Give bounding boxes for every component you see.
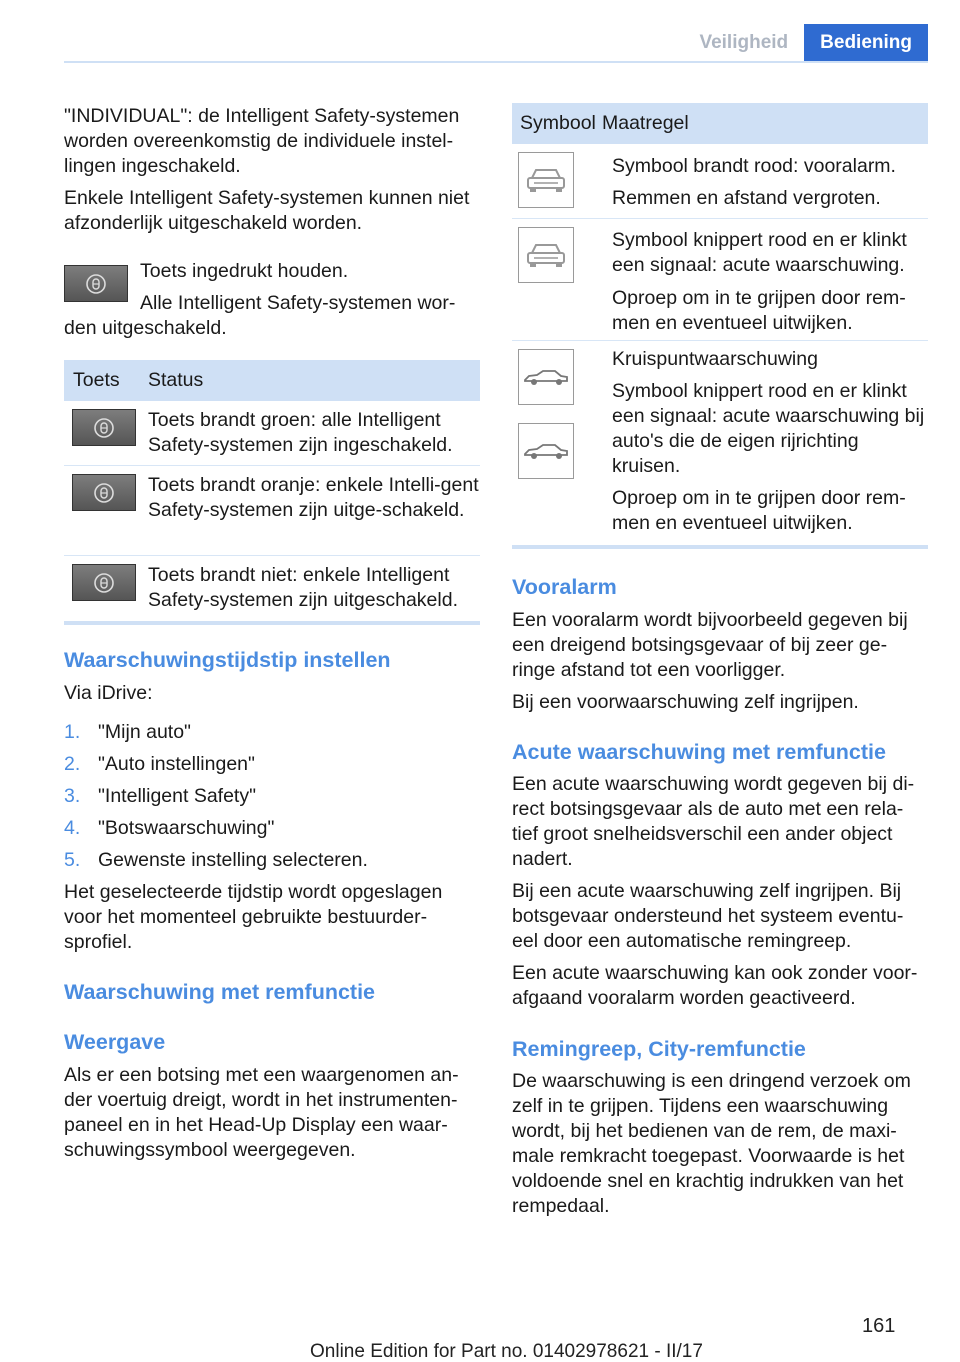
symbool-maatregel-table	[512, 103, 928, 549]
maatregel-row3-line2: Symbool knippert rood en er klinkt een signaal: acute waarschuwing bij auto's die de eigen rijrichting kruisen.	[612, 380, 925, 477]
maatregel-row3-line3: Oproep om in te grijpen door rem-men en eventueel uitwijken.	[612, 487, 906, 534]
table-row	[512, 144, 928, 219]
header-tabs	[683, 24, 928, 62]
safety-button-icon	[72, 474, 136, 511]
col-header-toets: Toets	[73, 369, 120, 391]
hold-instruction: Toets ingedrukt houden.	[140, 260, 349, 282]
car-front-icon	[518, 152, 574, 208]
list-item: 1. "Mijn auto"	[64, 721, 191, 743]
maatregel-row3-line1: Kruispuntwaarschuwing	[612, 348, 818, 370]
page-number: 161	[862, 1315, 896, 1337]
hold-result-line2: den uitgeschakeld.	[64, 317, 227, 339]
weergave-paragraph: Als er een botsing met een waargenomen an-der voertuig dreigt, wordt in het instrumenten-paneel en in het Head-Up Display een waar-schuwingssymbool weergegeven.	[64, 1064, 459, 1161]
list-item: 5. Gewenste instelling selecteren.	[64, 849, 368, 871]
table-row	[64, 556, 480, 621]
list-item: 2. "Auto instellingen"	[64, 753, 255, 775]
table-end-rule	[64, 621, 480, 625]
table-row	[512, 341, 928, 545]
hold-result-line1: Alle Intelligent Safety-systemen wor-	[140, 292, 456, 314]
safety-button-icon	[72, 564, 136, 601]
col-header-symbool: Symbool	[520, 112, 596, 134]
tab-bediening[interactable]: Bediening	[804, 24, 928, 62]
table-header	[64, 360, 480, 401]
heading-acute-waarschuwing: Acute waarschuwing met remfunctie	[512, 740, 886, 764]
car-front-icon	[518, 227, 574, 283]
heading-remingreep: Remingreep, City-remfunctie	[512, 1037, 806, 1061]
heading-waarschuwingstijdstip: Waarschuwingstijdstip instellen	[64, 648, 391, 672]
edition-footer: Online Edition for Part no. 01402978621 - II/17	[310, 1341, 703, 1362]
intro-paragraph-2: Enkele Intelligent Safety-systemen kunnen niet afzonderlijk uitgeschakeld worden.	[64, 187, 470, 234]
via-idrive: Via iDrive:	[64, 682, 153, 704]
maatregel-row2-line2: Oproep om in te grijpen door rem-men en eventueel uitwijken.	[612, 287, 906, 334]
idrive-steps	[64, 716, 480, 876]
list-item: 4. "Botswaarschuwing"	[64, 817, 275, 839]
acute-paragraph-1: Een acute waarschuwing wordt gegeven bij di-rect botsingsgevaar als de auto met een rela-tief groot snelheidsverschil een ander object nadert.	[512, 773, 915, 870]
car-side-icon	[518, 349, 574, 405]
list-item: 3. "Intelligent Safety"	[64, 785, 257, 807]
car-side-icon	[518, 423, 574, 479]
remingreep-paragraph: De waarschuwing is een dringend verzoek om zelf in te grijpen. Tijdens een waarschuwing wordt, bij het bedienen van de rem, de maxi-male remkracht toegepast. Voorwaarde is het voldoende snel en krachtig indrukken van het rempedaal.	[512, 1070, 911, 1217]
header-rule	[64, 61, 928, 63]
safety-button-icon	[72, 409, 136, 446]
toets-status-table	[64, 360, 480, 625]
safety-button-icon	[64, 265, 128, 302]
maatregel-row1-line2: Remmen en afstand vergroten.	[612, 187, 881, 209]
maatregel-row2-line1: Symbool knippert rood en er klinkt een signaal: acute waarschuwing.	[612, 229, 907, 276]
heading-weergave: Weergave	[64, 1030, 166, 1054]
table-row	[64, 466, 480, 556]
acute-paragraph-3: Een acute waarschuwing kan ook zonder voor-afgaand vooralarm worden geactiveerd.	[512, 962, 918, 1009]
tab-veiligheid[interactable]: Veiligheid	[699, 32, 789, 53]
table-end-rule	[512, 545, 928, 549]
col-header-status: Status	[148, 369, 204, 391]
after-steps-text: Het geselecteerde tijdstip wordt opgeslagen voor het momenteel gebruikte bestuurder-sprofiel.	[64, 881, 443, 953]
table-row	[64, 401, 480, 466]
table-row	[512, 219, 928, 341]
acute-paragraph-2: Bij een acute waarschuwing zelf ingrijpen. Bij botsgevaar ondersteund het systeem eventu-eel door een automatische remingreep.	[512, 880, 904, 952]
status-text: Toets brandt oranje: enkele Intelli-gent Safety-systemen zijn uitge-schakeld.	[148, 474, 479, 521]
vooralarm-paragraph-1: Een vooralarm wordt bijvoorbeeld gegeven bij een dreigend botsingsgevaar of bij zeer ge-ringe afstand tot een voorligger.	[512, 609, 908, 681]
intro-paragraph-1: "INDIVIDUAL": de Intelligent Safety-systemen worden overeenkomstig de individuele instel-lingen ingeschakeld.	[64, 105, 460, 177]
heading-vooralarm: Vooralarm	[512, 575, 617, 599]
maatregel-row1-line1: Symbool brandt rood: vooralarm.	[612, 155, 896, 177]
table-header	[512, 103, 928, 144]
status-text: Toets brandt niet: enkele Intelligent Safety-systemen zijn uitgeschakeld.	[148, 564, 458, 611]
vooralarm-paragraph-2: Bij een voorwaarschuwing zelf ingrijpen.	[512, 691, 859, 713]
col-header-maatregel: Maatregel	[602, 112, 689, 134]
status-text: Toets brandt groen: alle Intelligent Safety-systemen zijn ingeschakeld.	[148, 409, 453, 456]
heading-remfunctie: Waarschuwing met remfunctie	[64, 980, 376, 1004]
